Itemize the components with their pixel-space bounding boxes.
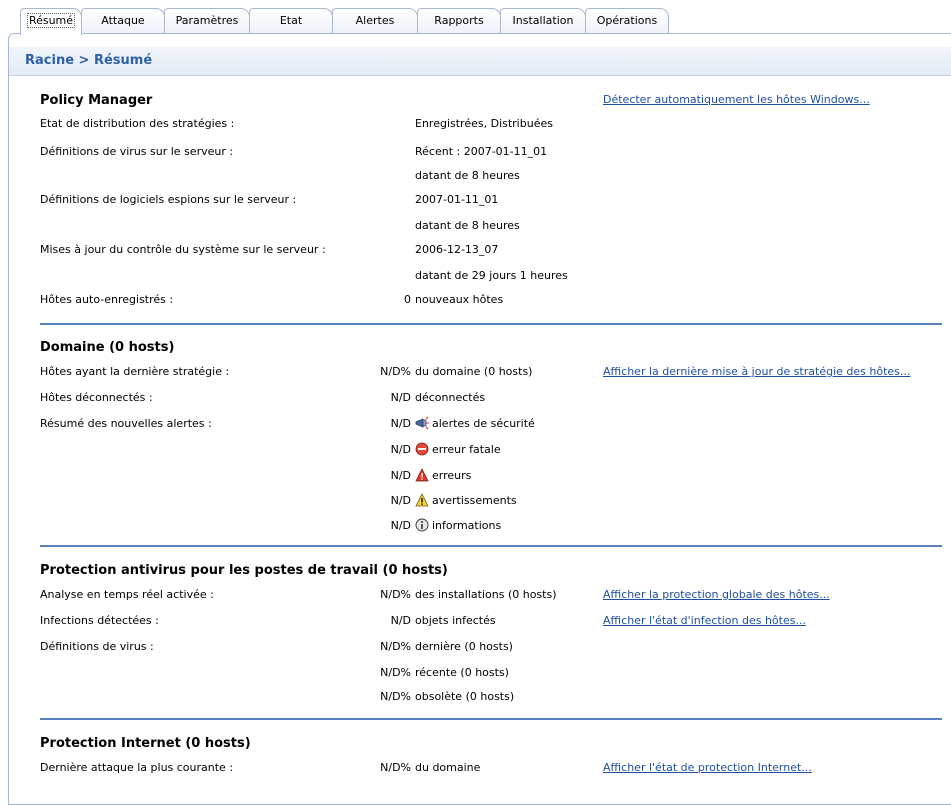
alert-fatal-num: N/D [390,443,411,456]
distribution-value: Enregistrées, Distribuées [415,117,553,130]
alert-security-num: N/D [390,417,411,430]
auto-registered-count: 0 [404,293,411,306]
tab-etat[interactable]: Etat [249,8,333,33]
info-icon [415,518,429,532]
realtime-scan-label: Analyse en temps réel activée : [40,588,214,601]
spyware-defs-label: Définitions de logiciels espions sur le serveur : [40,193,297,206]
infections-label: Infections détectées : [40,614,159,627]
defs-latest-num: N/D% [380,640,411,653]
spyware-defs-age: datant de 8 heures [415,219,520,232]
alert-info-text: informations [432,518,502,532]
alert-warnings-text: avertissements [432,493,517,507]
tab-installation[interactable]: Installation [500,8,586,33]
system-control-value: 2006-12-13_07 [415,243,499,256]
infections-num: N/D [390,614,411,627]
alert-info-num: N/D [390,519,411,532]
tab-resume[interactable] [20,8,82,35]
system-control-age: datant de 29 jours 1 heures [415,269,568,282]
alert-fatal-text: erreur fatale [432,442,501,456]
latest-policy-value: du domaine (0 hosts) [415,365,533,378]
section-divider [40,718,942,720]
latest-policy-label: Hôtes ayant la dernière stratégie : [40,365,230,378]
virus-defs-age: datant de 8 heures [415,169,520,182]
system-control-label: Mises à jour du contrôle du système sur le serveur : [40,243,326,256]
breadcrumb-bar [9,47,951,76]
alert-warnings-row [415,493,517,507]
antivirus-heading: Protection antivirus pour les postes de travail (0 hosts) [40,563,448,578]
alert-warnings-num: N/D [390,494,411,507]
alert-security-row [415,416,535,430]
tab-alertes[interactable]: Alertes [332,8,418,33]
tab-attaque[interactable]: Attaque [81,8,165,33]
virus-defs-status-label: Définitions de virus : [40,640,154,653]
defs-latest-text: dernière (0 hosts) [415,640,513,653]
new-alerts-label: Résumé des nouvelles alertes : [40,417,212,430]
alert-info-row [415,518,501,532]
tab-rapports[interactable]: Rapports [417,8,501,33]
common-attack-value: du domaine [415,761,481,774]
virus-defs-value: Récent : 2007-01-11_01 [415,145,548,158]
internet-protection-link[interactable]: Afficher l'état de protection Internet... [603,761,812,774]
alert-security-text: alertes de sécurité [432,416,535,430]
distribution-label: Etat de distribution des stratégies : [40,117,235,130]
tab-label: Résumé [28,14,74,27]
latest-policy-num: N/D% [380,365,411,378]
section-divider [40,323,942,325]
common-attack-label: Dernière attaque la plus courante : [40,761,234,774]
infections-value: objets infectés [415,614,496,627]
tab-parametres[interactable]: Paramètres [164,8,250,33]
alert-errors-text: erreurs [432,468,472,482]
global-protection-link[interactable]: Afficher la protection globale des hôtes... [603,588,830,601]
disconnected-num: N/D [390,391,411,404]
defs-obsolete-num: N/D% [380,690,411,703]
alert-errors-row [415,468,471,482]
realtime-scan-num: N/D% [380,588,411,601]
disconnected-label: Hôtes déconnectés : [40,391,153,404]
realtime-scan-value: des installations (0 hosts) [415,588,557,601]
tab-operations[interactable]: Opérations [585,8,669,33]
security-alert-icon [415,416,429,430]
internet-heading: Protection Internet (0 hosts) [40,736,251,751]
defs-obsolete-text: obsolète (0 hosts) [415,690,515,703]
tab-bar [20,8,668,34]
domain-heading: Domaine (0 hosts) [40,340,175,355]
spyware-defs-value: 2007-01-11_01 [415,193,499,206]
auto-registered-value: nouveaux hôtes [415,293,504,306]
defs-recent-text: récente (0 hosts) [415,666,509,679]
policy-manager-heading: Policy Manager [40,93,153,108]
error-warning-icon [415,468,429,482]
warning-icon [415,493,429,507]
alert-errors-num: N/D [390,469,411,482]
common-attack-num: N/D% [380,761,411,774]
detect-windows-hosts-link[interactable]: Détecter automatiquement les hôtes Windows... [603,93,870,106]
fatal-error-icon [415,442,429,456]
defs-recent-num: N/D% [380,666,411,679]
policy-update-link[interactable]: Afficher la dernière mise à jour de stratégie des hôtes... [603,365,911,378]
section-divider [40,545,942,547]
disconnected-value: déconnectés [415,391,486,404]
virus-defs-label: Définitions de virus sur le serveur : [40,145,234,158]
infection-status-link[interactable]: Afficher l'état d'infection des hôtes... [603,614,806,627]
auto-registered-label: Hôtes auto-enregistrés : [40,293,174,306]
breadcrumb: Racine > Résumé [25,53,153,68]
alert-fatal-row [415,442,501,456]
